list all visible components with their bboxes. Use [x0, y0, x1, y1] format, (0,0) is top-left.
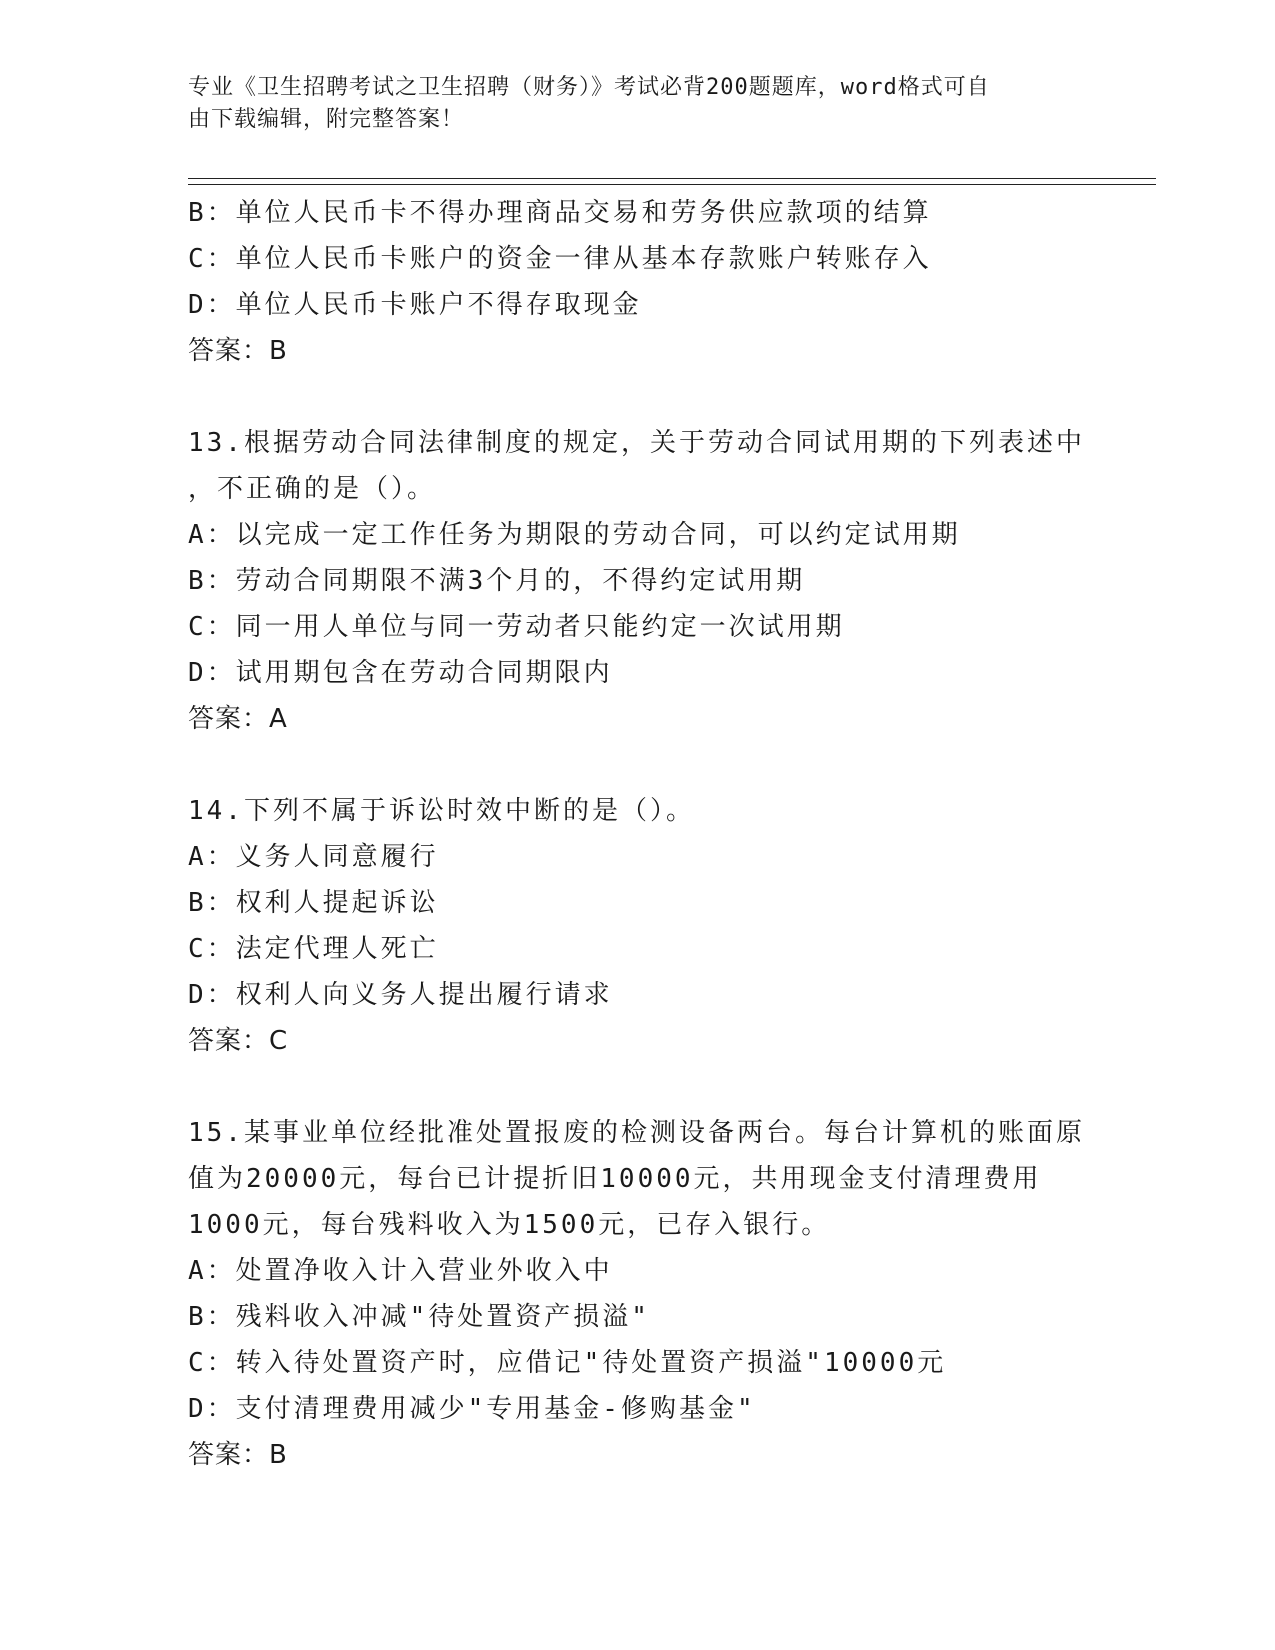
question-block-12	[188, 190, 1088, 374]
answer-label: 答案：C	[188, 1026, 289, 1056]
option-b: B：劳动合同期限不满3个月的，不得约定试用期	[188, 566, 806, 596]
option-c: C：同一用人单位与同一劳动者只能约定一次试用期	[188, 612, 845, 642]
question-stem: 13.根据劳动合同法律制度的规定，关于劳动合同试用期的下列表述中	[188, 428, 1085, 458]
option-b: B：单位人民币卡不得办理商品交易和劳务供应款项的结算	[188, 198, 932, 228]
option-c: C：单位人民币卡账户的资金一律从基本存款账户转账存入	[188, 244, 932, 274]
header-divider-bottom	[188, 184, 1156, 185]
question-block-14	[188, 788, 1088, 1064]
question-stem: 1000元，每台残料收入为1500元，已存入银行。	[188, 1210, 831, 1240]
question-list	[188, 190, 1088, 1478]
option-d: D：权利人向义务人提出履行请求	[188, 980, 613, 1010]
spacer	[188, 742, 1088, 788]
option-c: C：转入待处置资产时，应借记"待处置资产损溢"10000元	[188, 1348, 947, 1378]
answer-label: 答案：B	[188, 1440, 288, 1470]
header-line-2: 由下载编辑，附完整答案！	[188, 107, 465, 132]
document-header	[188, 72, 1068, 136]
header-divider-top	[188, 178, 1156, 179]
answer-label: 答案：A	[188, 704, 288, 734]
option-d: D：试用期包含在劳动合同期限内	[188, 658, 613, 688]
header-line-1: 专业《卫生招聘考试之卫生招聘（财务）》考试必背200题题库，word格式可自	[188, 75, 990, 100]
question-stem: 值为20000元，每台已计提折旧10000元，共用现金支付清理费用	[188, 1164, 1042, 1194]
question-block-13	[188, 420, 1088, 742]
option-b: B：权利人提起诉讼	[188, 888, 439, 918]
spacer	[188, 374, 1088, 420]
option-d: D：支付清理费用减少"专用基金-修购基金"	[188, 1394, 756, 1424]
spacer	[188, 1064, 1088, 1110]
question-block-15	[188, 1110, 1088, 1478]
question-stem: 15.某事业单位经批准处置报废的检测设备两台。每台计算机的账面原	[188, 1118, 1085, 1148]
option-c: C：法定代理人死亡	[188, 934, 439, 964]
question-stem: 14.下列不属于诉讼时效中断的是（）。	[188, 796, 695, 826]
answer-label: 答案：B	[188, 336, 288, 366]
option-d: D：单位人民币卡账户不得存取现金	[188, 290, 642, 320]
option-a: A：以完成一定工作任务为期限的劳动合同，可以约定试用期	[188, 520, 961, 550]
option-b: B：残料收入冲减"待处置资产损溢"	[188, 1302, 650, 1332]
question-stem: ，不正确的是（）。	[188, 474, 437, 504]
option-a: A：处置净收入计入营业外收入中	[188, 1256, 613, 1286]
option-a: A：义务人同意履行	[188, 842, 439, 872]
